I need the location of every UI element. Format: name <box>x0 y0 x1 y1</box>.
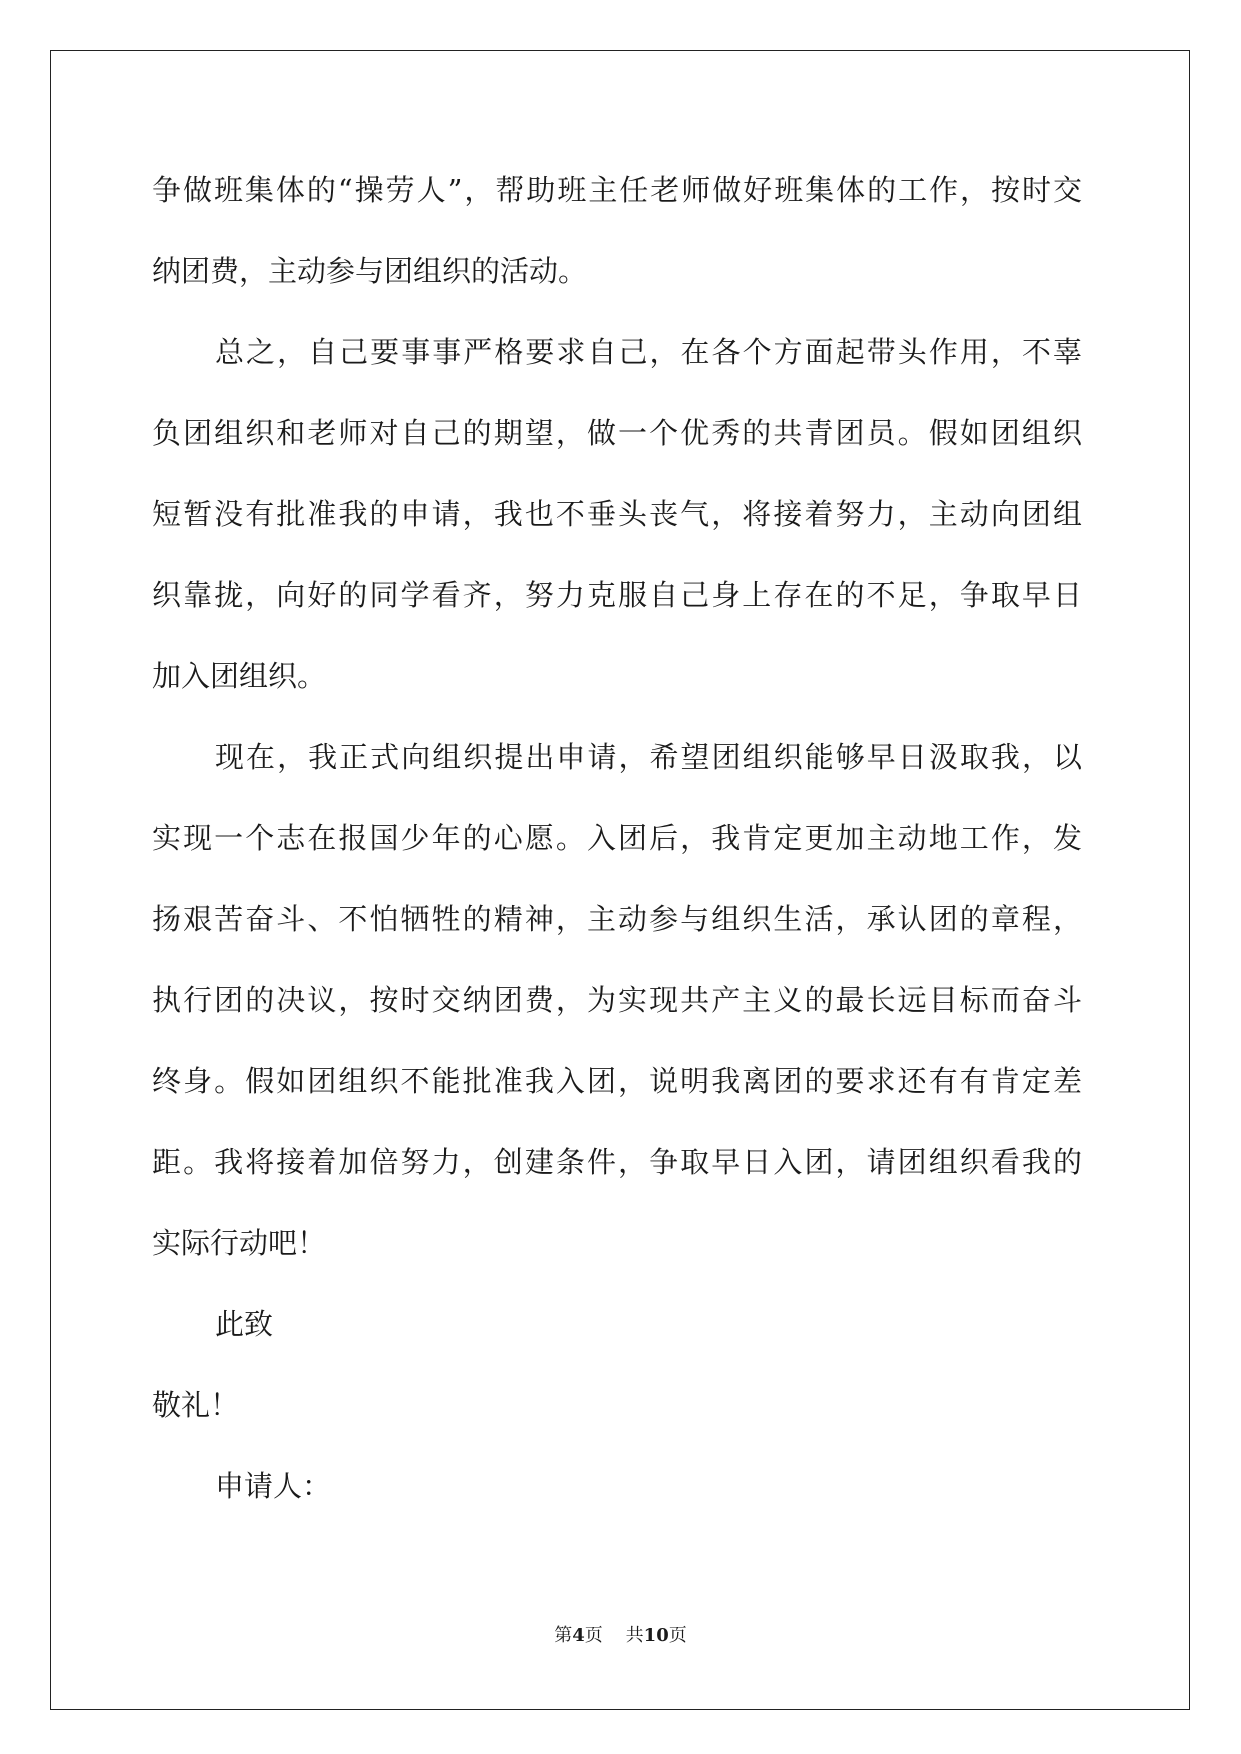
text-line: 加入团组织。 <box>152 659 327 693</box>
text-line: 实际行动吧！ <box>152 1226 327 1260</box>
applicant-signature-line: 申请人： <box>215 1469 332 1503</box>
text-line: 实现一个志在报国少年的心愿。入团后，我肯定更加主动地工作，发 <box>152 821 1082 855</box>
text-line: 终身。假如团组织不能批准我入团，说明我离团的要求还有有肯定差 <box>152 1064 1082 1098</box>
page-footer <box>0 1622 1241 1650</box>
text-line: 织靠拢，向好的同学看齐，努力克服自己身上存在的不足，争取早日 <box>152 578 1082 612</box>
text-line: 执行团的决议，按时交纳团费，为实现共产主义的最长远目标而奋斗 <box>152 983 1082 1017</box>
text-line: 纳团费，主动参与团组织的活动。 <box>152 254 588 288</box>
paragraph-start-line: 现在，我正式向组织提出申请，希望团组织能够早日汲取我，以 <box>215 740 1082 774</box>
text-line: 负团组织和老师对自己的期望，做一个优秀的共青团员。假如团组织 <box>152 416 1082 450</box>
text-line: 扬艰苦奋斗、不怕牺牲的精神，主动参与组织生活，承认团的章程， <box>152 902 1082 936</box>
text-line: 争做班集体的“操劳人”，帮助班主任老师做好班集体的工作，按时交 <box>152 173 1082 207</box>
text-line: 距。我将接着加倍努力，创建条件，争取早日入团，请团组织看我的 <box>152 1145 1082 1179</box>
text-line: 短暂没有批准我的申请，我也不垂头丧气，将接着努力，主动向团组 <box>152 497 1082 531</box>
page-label: 第4页 <box>554 1625 603 1646</box>
paragraph-start-line: 总之，自己要事事严格要求自己，在各个方面起带头作用，不辜 <box>215 335 1082 369</box>
greeting-line: 敬礼！ <box>152 1388 240 1422</box>
salutation-line: 此致 <box>215 1307 274 1341</box>
page-number: 4 <box>572 1625 585 1646</box>
total-pages-label: 共10页 <box>625 1625 687 1646</box>
total-pages-number: 10 <box>643 1625 669 1646</box>
